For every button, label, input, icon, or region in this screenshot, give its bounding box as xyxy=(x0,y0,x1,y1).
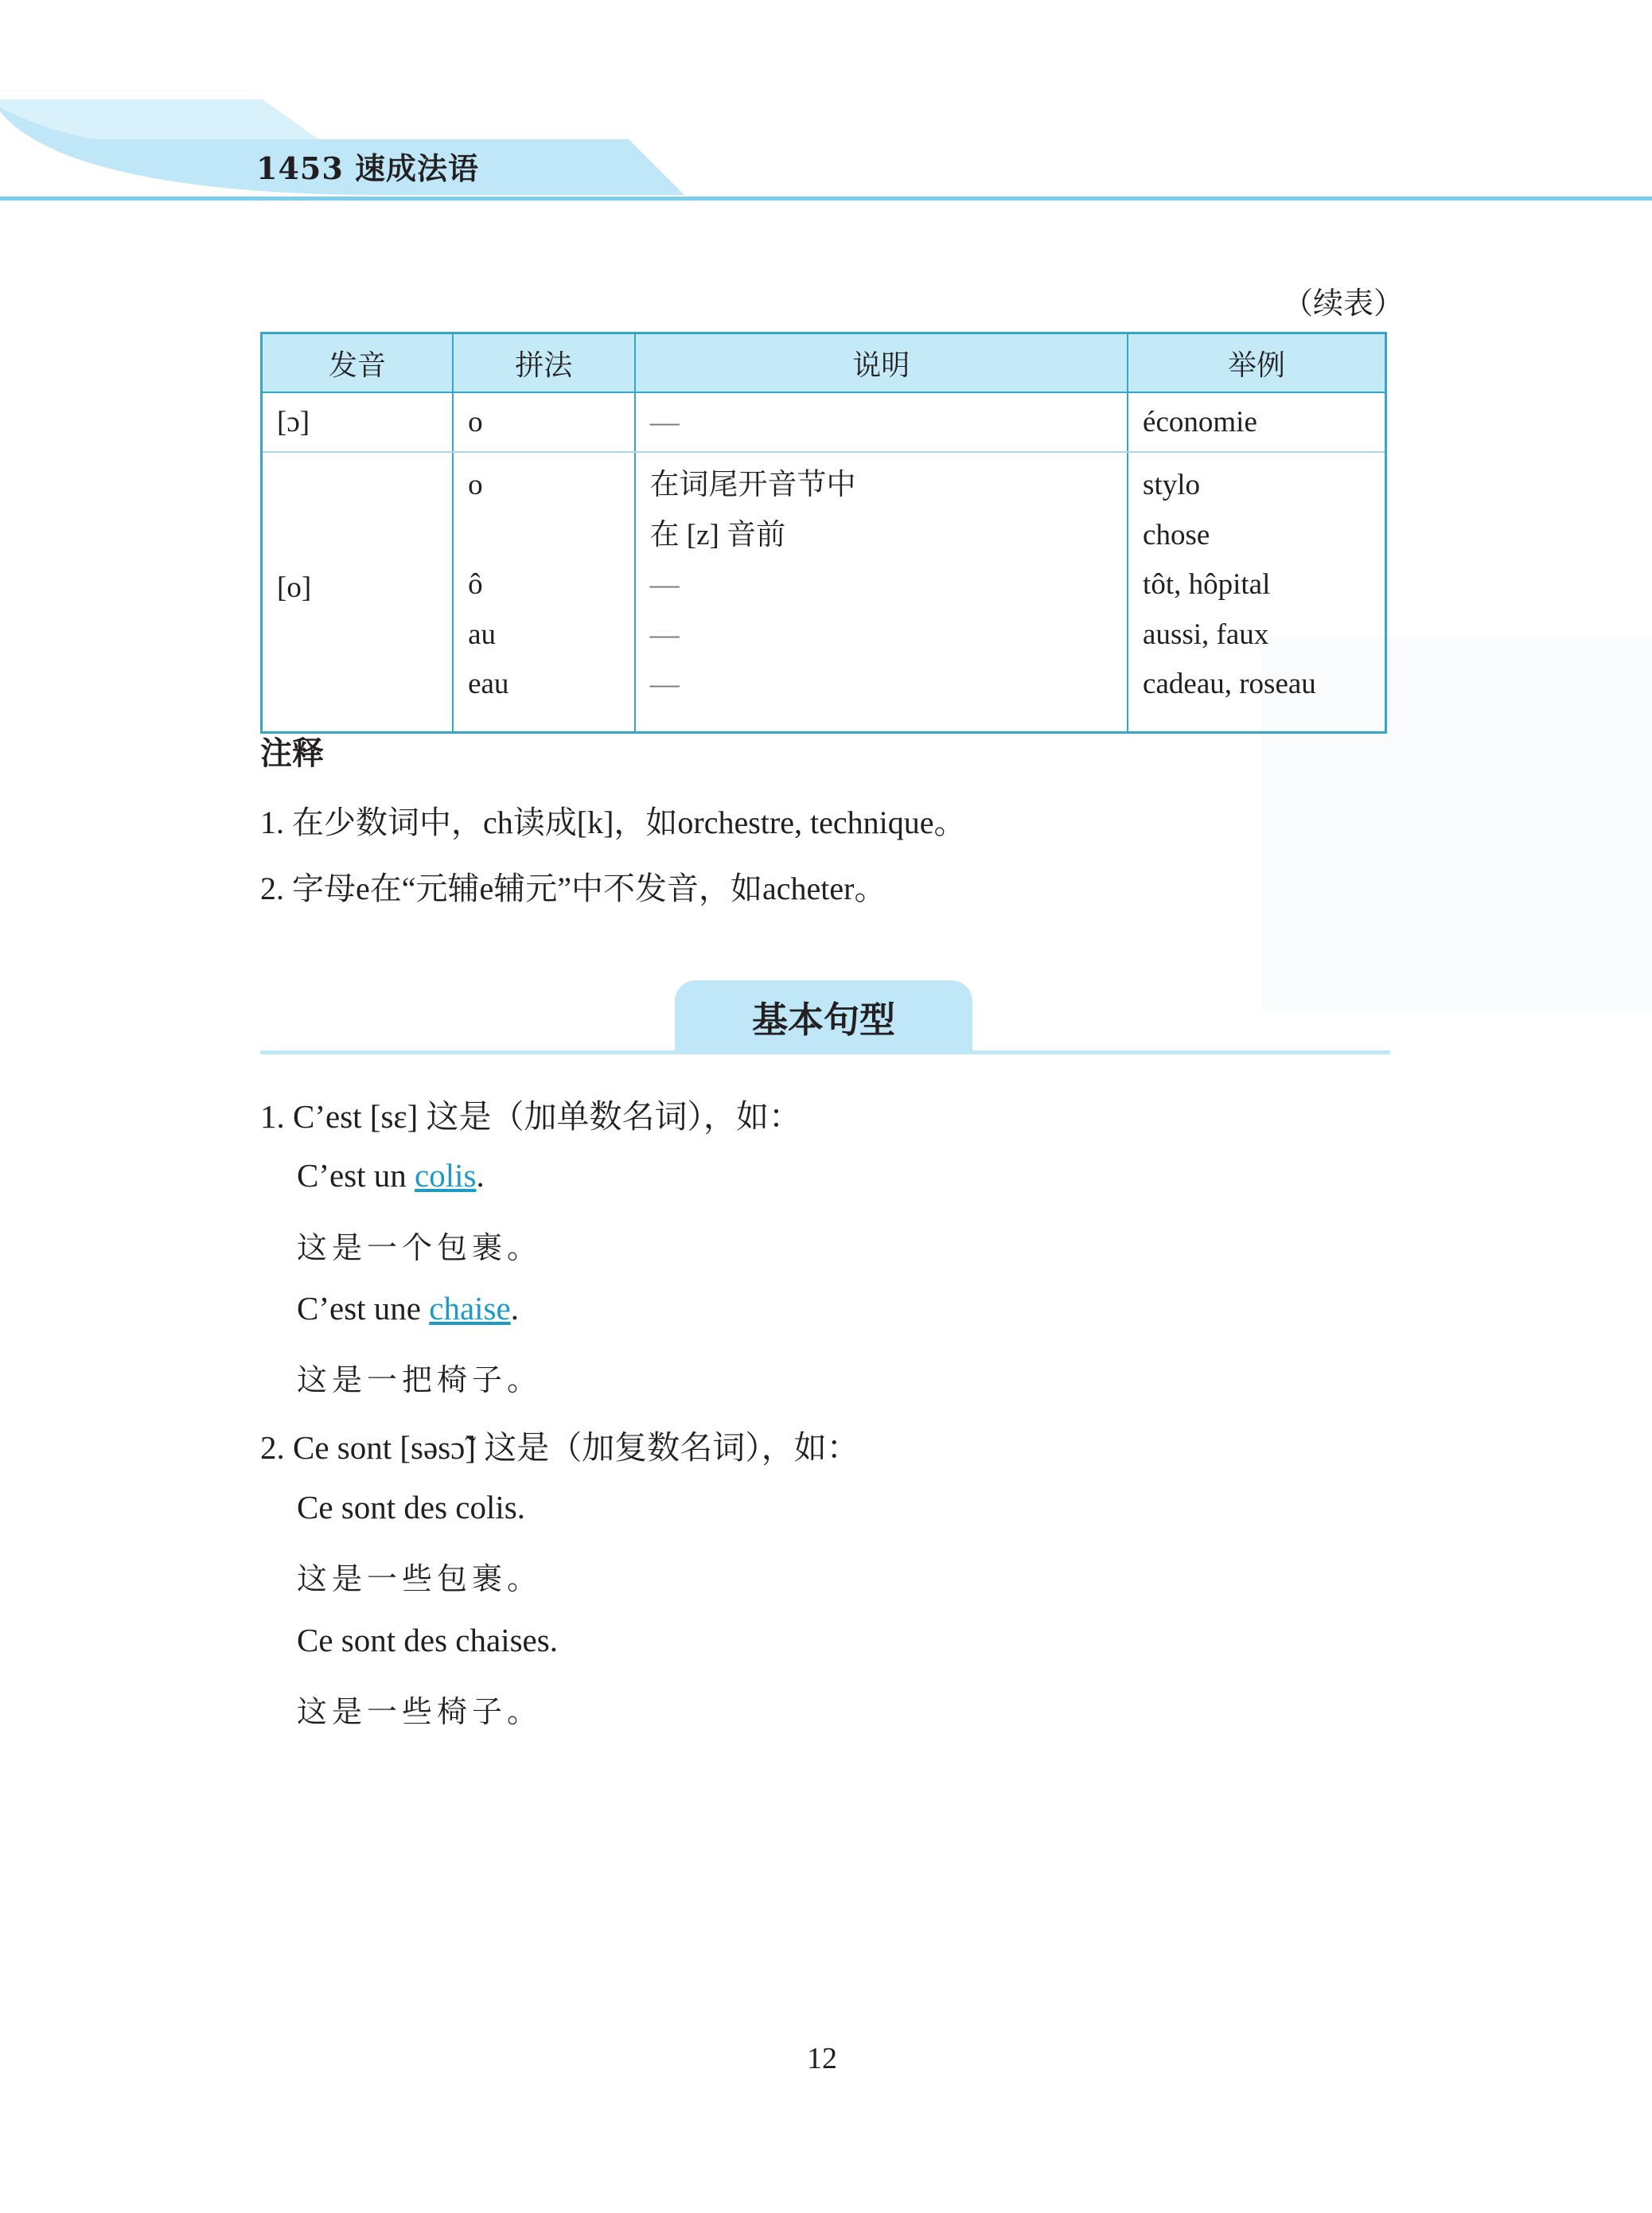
cell-sound: [o] xyxy=(277,571,312,604)
pattern-2-translation-1: 这是一些包裹。 xyxy=(297,1561,543,1596)
spelling-item: o xyxy=(468,469,483,501)
cell-examples xyxy=(1128,452,1385,733)
example-item: tôt, hôpital xyxy=(1143,568,1271,601)
example-item: aussi, faux xyxy=(1143,618,1269,651)
example-text: C’est un xyxy=(297,1157,415,1194)
vocab-link-chaise[interactable]: chaise xyxy=(429,1290,511,1327)
note-item-1: 1. 在少数词中，ch读成[k]，如orchestre, technique。 xyxy=(260,805,966,840)
header-sound: 发音 xyxy=(262,333,454,393)
note-item: — xyxy=(649,568,680,601)
section-rule xyxy=(260,1050,1390,1054)
vocab-link-colis[interactable]: colis xyxy=(415,1157,477,1194)
cell-sound: [ɔ] xyxy=(262,392,454,452)
cell-note: — xyxy=(635,392,1128,452)
note-item: — xyxy=(649,668,680,700)
notes-heading: 注释 xyxy=(260,735,324,772)
cell-spellings xyxy=(453,452,635,733)
pattern-1-intro: 1. C’est [sɛ] 这是（加单数名词），如： xyxy=(260,1098,802,1135)
pattern-1-translation-1: 这是一个包裹。 xyxy=(297,1230,543,1265)
table-row xyxy=(262,392,1386,452)
pattern-2-intro: 2. Ce sont [səsɔ̃] 这是（加复数名词），如： xyxy=(260,1429,859,1466)
header-rule xyxy=(0,197,1652,201)
cell-notes xyxy=(635,452,1128,733)
example-item: chose xyxy=(1143,518,1210,551)
pattern-2-example-1: Ce sont des colis. xyxy=(297,1489,525,1525)
spelling-item xyxy=(468,511,634,561)
continued-label: （续表） xyxy=(1283,286,1405,321)
spelling-item: eau xyxy=(468,668,509,700)
cell-spelling: o xyxy=(453,392,635,452)
pattern-1-example-1 xyxy=(297,1156,485,1194)
pattern-1-translation-2: 这是一把椅子。 xyxy=(297,1362,543,1397)
section-title: 基本句型 xyxy=(751,999,895,1041)
note-item: — xyxy=(649,618,680,651)
table-row xyxy=(262,452,1386,733)
note-item: 在 [z] 音前 xyxy=(649,518,786,551)
header-spelling: 拼法 xyxy=(453,333,635,393)
example-item: stylo xyxy=(1143,469,1201,501)
page-number: 12 xyxy=(807,2042,837,2075)
pronunciation-table xyxy=(260,332,1387,734)
example-text: . xyxy=(476,1157,485,1194)
spelling-item: ô xyxy=(468,568,483,601)
note-item-2: 2. 字母e在“元辅e辅元”中不发音，如acheter。 xyxy=(260,871,886,906)
example-text: C’est une xyxy=(297,1290,430,1327)
pattern-1-example-2 xyxy=(297,1289,519,1327)
header-example: 举例 xyxy=(1128,333,1385,393)
pattern-2-example-2: Ce sont des chaises. xyxy=(297,1622,558,1658)
example-text: . xyxy=(510,1290,519,1327)
header-explanation: 说明 xyxy=(635,333,1128,393)
spelling-item: au xyxy=(468,618,496,651)
cell-example: économie xyxy=(1128,392,1385,452)
example-item: cadeau, roseau xyxy=(1143,668,1316,700)
running-header-title: 1453 速成法语 xyxy=(256,150,479,186)
table-header-row xyxy=(262,333,1386,393)
note-item: 在词尾开音节中 xyxy=(649,469,856,501)
pattern-2-translation-2: 这是一些椅子。 xyxy=(297,1694,543,1729)
